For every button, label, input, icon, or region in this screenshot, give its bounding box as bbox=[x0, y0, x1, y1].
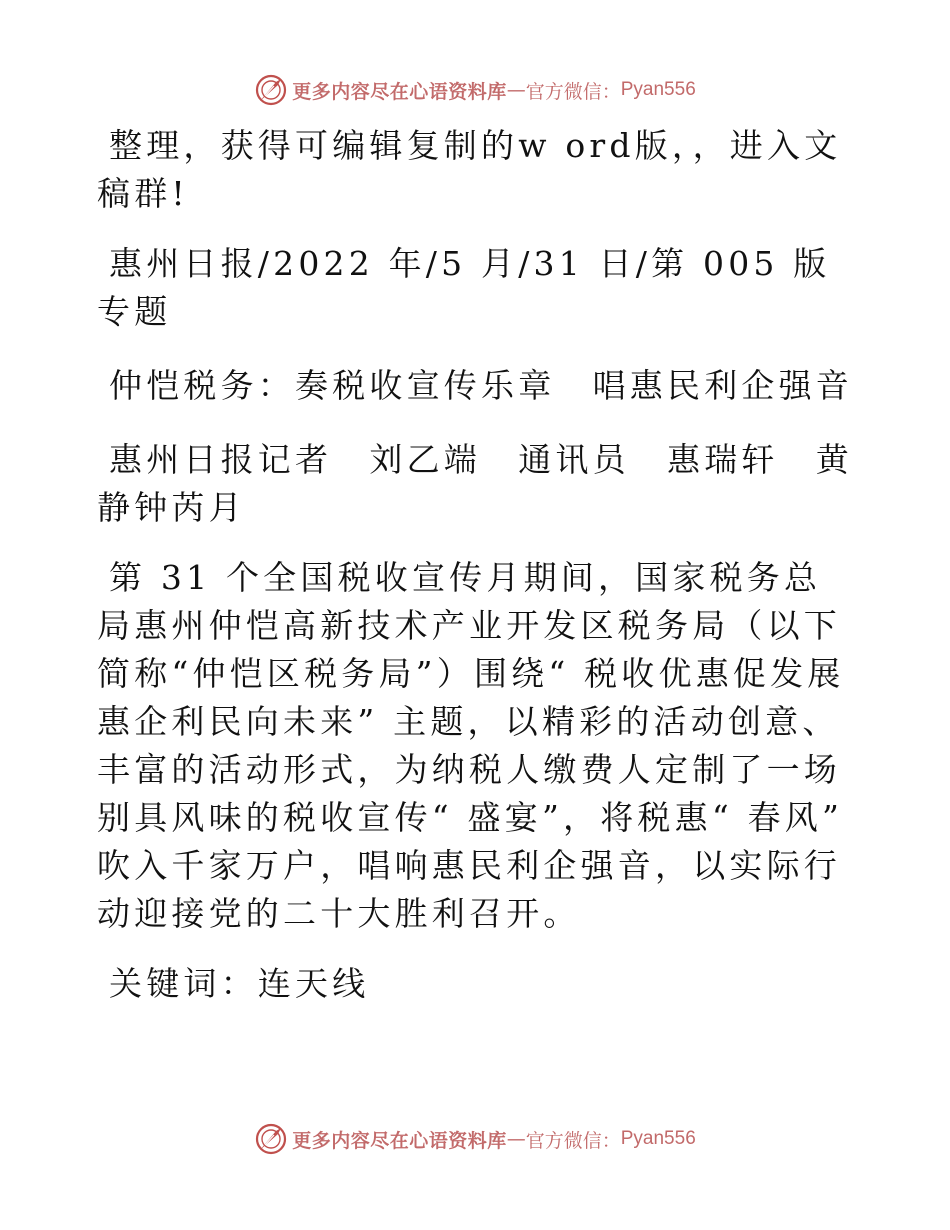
quill-logo-icon bbox=[254, 73, 288, 107]
watermark-label: 官方微信： bbox=[525, 1129, 621, 1152]
watermark-dash: — bbox=[506, 79, 526, 101]
watermark-label: 官方微信： bbox=[525, 80, 621, 103]
document-body bbox=[97, 122, 857, 1008]
watermark-site: 更多内容尽在心语资料库 bbox=[292, 80, 507, 103]
source-line: 惠州日报/2022 年/5 月/31 日/第 005 版专题 bbox=[97, 244, 831, 331]
article-title: 仲恺税务：奏税收宣传乐章 唱惠民利企强音 bbox=[109, 366, 853, 405]
quill-logo-icon bbox=[254, 1122, 288, 1156]
byline: 惠州日报记者 刘乙端 通讯员 惠瑞轩 黄静钟芮月 bbox=[97, 440, 853, 527]
article-paragraph: 第 31 个全国税收宣传月期间，国家税务总局惠州仲恺高新技术产业开发区税务局（以下简称“仲恺区税务局”）围绕“ 税收优惠促发展 惠企利民向未来” 主题，以精彩的活动创意、丰富的活动形式，为纳税人缴费人定制了一场别具风味的税收宣传“ 盛宴”，将税惠“ 春风” 吹入千家万户，唱响惠民利企强音，以实际行动迎接党的二十大胜利召开。 bbox=[97, 558, 845, 933]
footer-watermark bbox=[0, 1121, 950, 1157]
intro-paragraph: 整理，获得可编辑复制的w ord版，，进入文稿群! bbox=[97, 126, 842, 213]
watermark-site: 更多内容尽在心语资料库 bbox=[292, 1129, 507, 1152]
keywords-line: 关键词：连天线 bbox=[109, 964, 370, 1003]
watermark-account: Pyan556 bbox=[620, 79, 696, 100]
watermark-dash: — bbox=[506, 1128, 526, 1150]
header-watermark bbox=[0, 72, 950, 108]
watermark-account: Pyan556 bbox=[620, 1128, 696, 1149]
